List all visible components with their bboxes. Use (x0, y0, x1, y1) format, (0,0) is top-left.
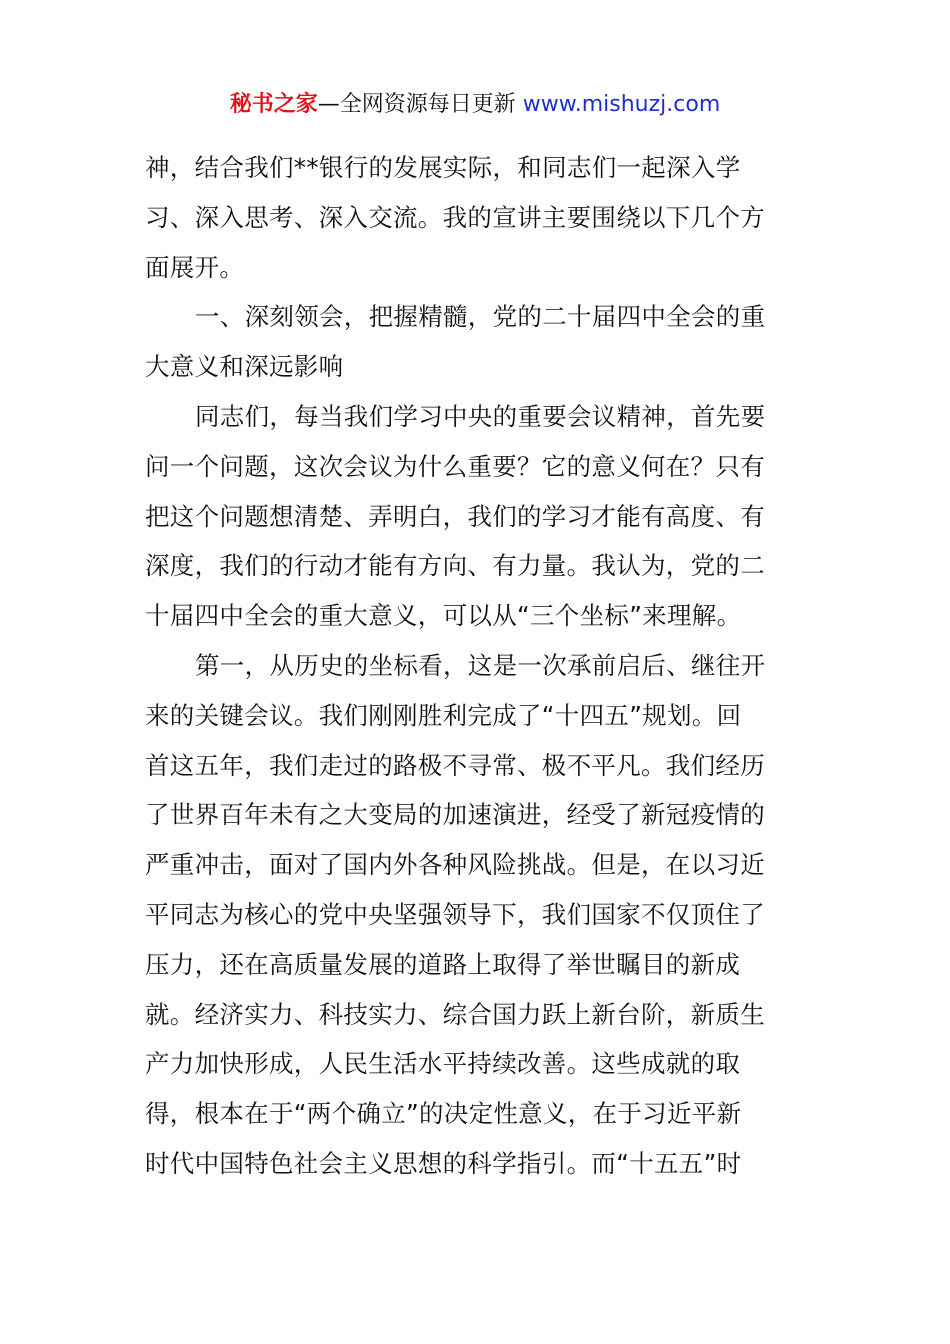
site-url-link[interactable]: www.mishuzj.com (522, 92, 721, 117)
text-line: 严重冲击，面对了国内外各种风险挑战。但是，在以习近 (145, 850, 765, 880)
text-line: 深度，我们的行动才能有方向、有力量。我认为，党的二 (145, 551, 765, 581)
text-line: 得，根本在于“两个确立”的决定性意义，在于习近平新 (145, 1099, 742, 1129)
text-line: 时代中国特色社会主义思想的科学指引。而“十五五”时 (145, 1148, 742, 1178)
section-heading-line: 大意义和深远影响 (145, 352, 344, 382)
text-line: 同志们，每当我们学习中央的重要会议精神，首先要 (195, 401, 766, 431)
text-line: 第一，从历史的坐标看，这是一次承前启后、继往开 (195, 650, 766, 680)
document-body (145, 143, 810, 1189)
text-line: 平同志为核心的党中央坚强领导下，我们国家不仅顶住了 (145, 899, 765, 929)
text-line: 产力加快形成，人民生活水平持续改善。这些成就的取 (145, 1049, 741, 1079)
text-line: 十届四中全会的重大意义，可以从“三个坐标”来理解。 (145, 601, 742, 631)
site-header (0, 88, 950, 122)
text-line: 面展开。 (145, 252, 245, 282)
text-line: 就。经济实力、科技实力、综合国力跃上新台阶，新质生 (145, 999, 765, 1029)
section-heading-line: 一、深刻领会，把握精髓，党的二十届四中全会的重 (195, 302, 766, 332)
text-line: 压力，还在高质量发展的道路上取得了举世瞩目的新成 (145, 949, 741, 979)
text-line: 习、深入思考、深入交流。我的宣讲主要围绕以下几个方 (145, 202, 765, 232)
text-line: 问一个问题，这次会议为什么重要？它的意义何在？只有 (145, 451, 765, 481)
text-line: 来的关键会议。我们刚刚胜利完成了“十四五”规划。回 (145, 700, 742, 730)
text-line: 首这五年，我们走过的路极不寻常、极不平凡。我们经历 (145, 750, 765, 780)
brand-name: 秘书之家 (229, 92, 318, 117)
text-line: 把这个问题想清楚、弄明白，我们的学习才能有高度、有 (145, 501, 765, 531)
text-line: 神，结合我们**银行的发展实际，和同志们一起深入学 (145, 153, 741, 182)
text-line: 了世界百年未有之大变局的加速演进，经受了新冠疫情的 (145, 800, 765, 830)
header-tagline: —全网资源每日更新 (317, 92, 516, 117)
